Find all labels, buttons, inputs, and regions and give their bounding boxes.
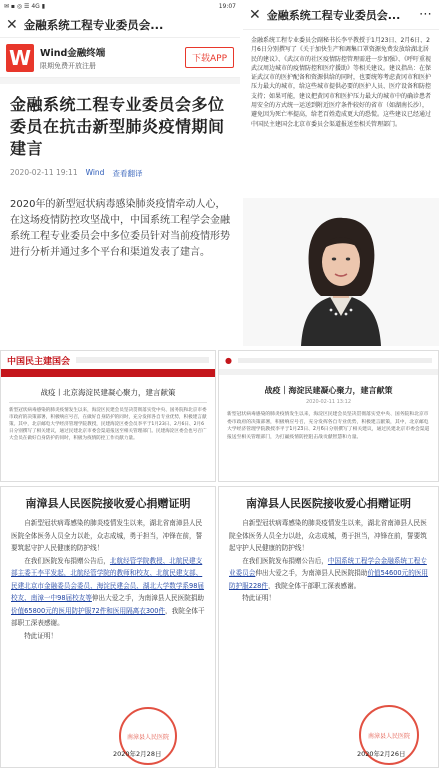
nav-title-2: 金融系统工程专业委员会...: [266, 8, 401, 22]
text-screenshot-panel: [243, 0, 439, 196]
nav-bar-2: [243, 0, 439, 30]
status-icons: ✉ ▪ ◎ ☰ 4G ▮: [4, 2, 46, 10]
cert-right-p2c: 伸出大爱之手，为南漳县人民医院捐助: [255, 569, 368, 577]
more-icon[interactable]: ⋯: [419, 7, 433, 22]
cert-right-donors: 中国系统工程学会金融系统工程专业委员会: [229, 556, 427, 577]
text-body: 金融系统工程专业委员会副秘书长李平教授于1月23日、2月6日、2月6日分别撰写了《关于加快生产和调集口罩资源免费发放给湖北居民的建议》、《武汉市的社区疫情防控管理需进一步加强》、《呼吁重视武汉周边城市的疫情防控和医疗援助》等相关建议。建议指出：在保证武汉市的医护配备和资源供给的同时，也要统筹考虑黄冈市和医护压力最大的城市，给这些城市提供必要的医护人员、医疗设备和防控支持；如果可能，建议把黄冈市和医护压力最大的城市中的确诊患者用安全的方式统一运送到附近医疗条件较好的省市（如湖南长沙），避免因为死亡率提高，给老百姓造成更大的恐慌。这些建议已经通过中国民主建国会北京市委员会渠道报送至相关管理部门。: [251, 37, 432, 128]
cert-right-thanks: 特此证明！: [242, 594, 276, 602]
download-app-button[interactable]: 下载APP: [185, 47, 234, 68]
status-time: 19:07: [218, 2, 236, 10]
ad-title: Wind金融终端: [40, 47, 106, 59]
hospital-stamp-right: 南漳县人民医院: [359, 705, 419, 765]
cert-left-p2e: ，我院全体干部职工深表感谢。: [11, 606, 205, 627]
web-header-2: [219, 351, 438, 369]
cert-left-p2a: 在我们医院发布捐赠公告后，: [24, 556, 110, 565]
webpage-screenshot-2: [218, 350, 439, 482]
cert-left-title: 南漳县人民医院接收爱心捐赠证明: [25, 497, 191, 510]
portrait-illustration: [243, 198, 439, 346]
donation-certificate-right: [218, 486, 439, 768]
cert-right-p1: 自新型冠状病毒感染的肺炎疫情发生以来，湖北省南漳县人民医院全体医务人员全力以赴，众志成城，勇于担当，冲锋在前，誓要筑起守护人民健康的防护线！: [229, 519, 427, 552]
cert-right-p2e: ，我院全体干部职工深表感谢。: [267, 581, 361, 590]
cert-left-p1: 自新型冠状病毒感染的肺炎疫情发生以来，湖北省南漳县人民医院全体医务人员全力以赴，众志成城，勇于担当，冲锋在前，誓要筑起守护人民健康的防护线！: [11, 519, 203, 552]
portrait-photo: [243, 198, 439, 346]
article-body: 2020年的新型冠状病毒感染肺炎疫情牵动人心，在这场疫情防控攻坚战中，中国系统工程学会金融系统工程专业委员会中多位委员针对当前疫情形势进行分析并通过多个平台和渠道发表了建言。: [10, 199, 230, 258]
site-logo-2: ●: [225, 355, 232, 365]
cert-right-title: 南漳县人民医院接收爱心捐赠证明: [246, 497, 411, 510]
cert-left-thanks: 特此证明！: [24, 631, 58, 640]
cert-left-p2c: 伸出大爱之手，为南漳县人民医院捐助: [91, 594, 205, 602]
article-meta: [0, 160, 240, 187]
web2-body: 新型冠状病毒感染的肺炎疫情发生以来，海淀区民建会员坚决贯彻落实党中央、国务院和北京市委市政府的决策部署，积极响应号召，充分发挥各自专业优势，积极建言献策，其中，北京邮电大学经济管理学院教授李平于1月23日、2月6日分别撰写了相关建议，通过民建北京市委会渠道报送至相关管理部门，为打赢疫情防控阻击战贡献智慧和力量。: [227, 412, 430, 440]
web2-headline: 战疫｜海淀民建凝心聚力，建言献策: [264, 386, 393, 395]
cert-left-amount: 价值65800元的医用防护服72件和医用隔离衣300件: [11, 606, 166, 615]
site-logo: 中国民主建国会: [7, 356, 71, 367]
article-date: 2020-02-11 19:11: [10, 168, 78, 177]
hospital-stamp-left: 南漳县人民医院: [119, 707, 177, 765]
cert-right-amount: 价值54600元的医用防护服228件: [229, 569, 429, 590]
cert-left-date: 2020年2月28日: [113, 750, 162, 758]
cert-right-date: 2020年2月26日: [357, 750, 406, 758]
donation-certificate-left: [0, 486, 216, 768]
cert-right-p2a: 在我们医院发布捐赠公告后，: [242, 556, 328, 565]
nav-bar: [0, 12, 240, 38]
web1-body: 新型冠状病毒感染的肺炎疫情发生以来，海淀区民建会员坚决贯彻落实党中央、国务院和北京市委市政府的决策部署，积极响应号召，在做好自身防护的同时，充分发挥各自专业优势，积极建言献策。其中，北京邮电大学经济管理学院教授，民建海淀区委会员李平于1月23日、2月6日、2月6日分别撰写了相关建议，通过民建北京市委会渠道报送至相关管理部门。民建海淀区委会也号召广大会员在做好自身防护的同时，积极为疫情防控工作贡献力量。: [9, 408, 207, 441]
webpage-screenshot-1: [0, 350, 216, 482]
wind-logo-icon: W: [6, 44, 34, 72]
translate-link[interactable]: 查看翻译: [112, 169, 143, 178]
close-icon-2[interactable]: ✕: [249, 6, 261, 23]
ad-banner[interactable]: [0, 38, 240, 78]
cert-left-donors: 北航经管学院教授、北航民建支部主委王李平发起，北航经管学院的教师和校友、北航民建支部、民建北京市金融委员会委员、海淀民建会员、湖北大学数学系98届校友、南漳一中98届校友等: [11, 556, 205, 602]
close-icon[interactable]: ✕: [6, 16, 18, 33]
article-source[interactable]: Wind: [85, 168, 105, 177]
web1-headline: 战疫丨北京海淀民建凝心聚力，建言献策: [40, 388, 176, 397]
nav-title: 金融系统工程专业委员会...: [23, 17, 164, 32]
web-header-1: [1, 351, 215, 369]
status-bar: [0, 0, 240, 12]
web2-date: 2020-02-11 13:12: [305, 399, 352, 405]
article-screenshot-panel: [0, 0, 240, 346]
site-nav[interactable]: [1, 369, 215, 377]
ad-subtitle: 限期免费开放注册: [40, 61, 96, 70]
article-headline: 金融系统工程专业委员会多位委员在抗击新型肺炎疫情期间建言: [10, 95, 225, 158]
